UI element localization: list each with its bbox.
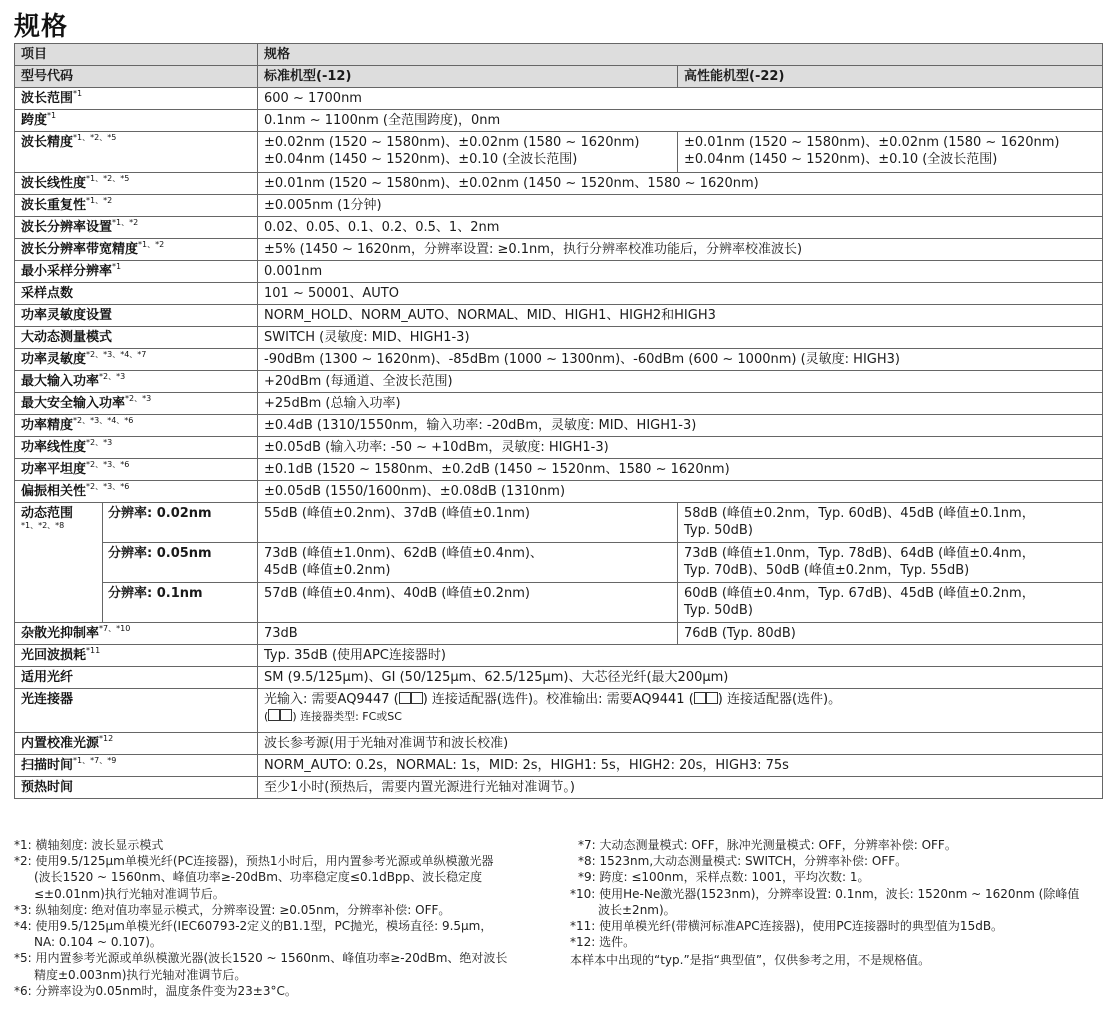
dyn-res-label: 分辨率: 0.1nm: [103, 583, 258, 623]
row-label: 功率线性度$^{*2、*3}$: [15, 437, 258, 459]
table-row: [15, 327, 1103, 349]
row-value-hp: 73dB (峰值±1.0nm，Typ. 78dB)、64dB (峰值±0.4nm， Typ. 70dB)、50dB (峰值±0.2nm，Typ. 55dB): [678, 543, 1103, 583]
footnote: *4: 使用9.5/125μm单模光纤(IEC60793-2定义的B1.1型，PC抛光，模场直径: 9.5μm，: [14, 919, 493, 934]
table-row: [15, 371, 1103, 393]
footnote: (波长1520 ~ 1560nm、峰值功率≥-20dBm、功率稳定度≤0.1dBpp、波长稳定度: [34, 870, 483, 885]
connector-box-icon: [280, 709, 292, 721]
table-row: [15, 305, 1103, 327]
row-label: 波长重复性$^{*1、*2}$: [15, 195, 258, 217]
table-row: [15, 777, 1103, 799]
row-label: 功率灵敏度设置: [15, 305, 258, 327]
row-label: 光连接器: [15, 689, 258, 733]
table-row: [15, 733, 1103, 755]
footnote: *2: 使用9.5/125μm单模光纤(PC连接器)，预热1小时后，用内置参考光源或单纵模激光器: [14, 854, 494, 869]
footnote: *7: 大动态测量模式: OFF，脉冲光测量模式: OFF，分辨率补偿: OFF。: [578, 838, 957, 852]
table-row: [15, 623, 1103, 645]
table-row: [15, 261, 1103, 283]
table-row: [15, 132, 1103, 173]
row-value: SWITCH (灵敏度: MID、HIGH1-3): [258, 327, 1103, 349]
row-value-hp: 58dB (峰值±0.2nm，Typ. 60dB)、45dB (峰值±0.1nm， Typ. 50dB): [678, 503, 1103, 543]
row-value: ±0.05dB (1550/1600nm)、±0.08dB (1310nm): [258, 481, 1103, 503]
row-label: 大动态测量模式: [15, 327, 258, 349]
table-row: [15, 283, 1103, 305]
row-label: 功率平坦度$^{*2、*3、*6}$: [15, 459, 258, 481]
table-row: [15, 88, 1103, 110]
row-value: 600 ~ 1700nm: [258, 88, 1103, 110]
row-label: 波长分辨率带宽精度$^{*1、*2}$: [15, 239, 258, 261]
row-label: 波长分辨率设置$^{*1、*2}$: [15, 217, 258, 239]
connector-box-icon: [706, 692, 718, 704]
model-label: 型号代码: [15, 66, 258, 88]
row-label: 采样点数: [15, 283, 258, 305]
footnote: *3: 纵轴刻度: 绝对值功率显示模式，分辨率设置: ≥0.05nm，分辨率补偿: OFF。: [14, 902, 451, 917]
row-label: 适用光纤: [15, 667, 258, 689]
table-row: [15, 239, 1103, 261]
row-value-std: ±0.02nm (1520 ~ 1580nm)、±0.02nm (1580 ~ 1620nm) ±0.04nm (1450 ~ 1520nm)、±0.10 (全波长范围): [258, 132, 678, 173]
row-label: 内置校准光源$^{*12}$: [15, 733, 258, 755]
row-value: ±0.1dB (1520 ~ 1580nm、±0.2dB (1450 ~ 1520nm、1580 ~ 1620nm): [258, 459, 1103, 481]
row-label: 预热时间: [15, 777, 258, 799]
table-row: [15, 667, 1103, 689]
table-row: [15, 217, 1103, 239]
row-value: SM (9.5/125μm)、GI (50/125μm、62.5/125μm)、大芯径光纤(最大200μm): [258, 667, 1103, 689]
footnote: *5: 用内置参考光源或单纵模激光器(波长1520 ~ 1560nm、峰值功率≥-20dBm、绝对波长: [14, 951, 508, 966]
table-row: [15, 481, 1103, 503]
row-value-std: 73dB (峰值±1.0nm)、62dB (峰值±0.4nm)、 45dB (峰值±0.2nm): [258, 543, 678, 583]
table-row: [15, 755, 1103, 777]
row-value: NORM_AUTO: 0.2s，NORMAL: 1s，MID: 2s，HIGH1: 5s，HIGH2: 20s，HIGH3: 75s: [258, 755, 1103, 777]
row-value: ±0.4dB (1310/1550nm，输入功率: -20dBm，灵敏度: MID、HIGH1-3): [258, 415, 1103, 437]
footnote: *6: 分辨率设为0.05nm时，温度条件变为23±3°C。: [14, 983, 297, 998]
row-label: 偏振相关性$^{*2、*3、*6}$: [15, 481, 258, 503]
model-row: [15, 66, 1103, 88]
row-value: +20dBm (每通道、全波长范围): [258, 371, 1103, 393]
table-row: [15, 503, 1103, 543]
table-header-row: [15, 44, 1103, 66]
row-label: 波长精度$^{*1、*2、*5}$: [15, 132, 258, 173]
table-row: [15, 689, 1103, 733]
row-value-std: 57dB (峰值±0.4nm)、40dB (峰值±0.2nm): [258, 583, 678, 623]
dyn-res-label: 分辨率: 0.02nm: [103, 503, 258, 543]
table-row: [15, 195, 1103, 217]
header-item: 项目: [15, 44, 258, 66]
row-label: 光回波损耗$^{*11}$: [15, 645, 258, 667]
table-row: [15, 173, 1103, 195]
footnote: 本样本中出现的“typ.”是指“典型值”，仅供参考之用，不是规格值。: [570, 953, 931, 968]
row-value: 波长参考源(用于光轴对准调节和波长校准): [258, 733, 1103, 755]
footnote: *9: 跨度: ≤100nm，采样点数: 1001，平均次数: 1。: [578, 870, 870, 885]
header-spec: 规格: [258, 44, 1103, 66]
row-value-std: 55dB (峰值±0.2nm)、37dB (峰值±0.1nm): [258, 503, 678, 543]
table-row: [15, 349, 1103, 371]
row-label: 最小采样分辨率$^{*1}$: [15, 261, 258, 283]
row-value: 0.02、0.05、0.1、0.2、0.5、1、2nm: [258, 217, 1103, 239]
row-label: 波长线性度$^{*1、*2、*5}$: [15, 173, 258, 195]
row-value: 至少1小时(预热后，需要内置光源进行光轴对准调节。): [258, 777, 1103, 799]
row-label: 扫描时间$^{*1、*7、*9}$: [15, 755, 258, 777]
table-row: [15, 393, 1103, 415]
row-label: 最大安全输入功率$^{*2、*3}$: [15, 393, 258, 415]
footnote: NA: 0.104 ~ 0.107)。: [34, 935, 162, 950]
table-row: [15, 645, 1103, 667]
footnote: *1: 横轴刻度: 波长显示模式: [14, 838, 164, 852]
row-value: ±0.01nm (1520 ~ 1580nm)、±0.02nm (1450 ~ 1520nm、1580 ~ 1620nm): [258, 173, 1103, 195]
row-value-hp: 60dB (峰值±0.4nm，Typ. 67dB)、45dB (峰值±0.2nm， Typ. 50dB): [678, 583, 1103, 623]
row-value-hp: 76dB (Typ. 80dB): [678, 623, 1103, 645]
row-label: 最大输入功率$^{*2、*3}$: [15, 371, 258, 393]
footnote: 精度±0.003nm)执行光轴对准调节后。: [34, 967, 247, 982]
footnote: *12: 选件。: [570, 935, 636, 950]
connector-box-icon: [399, 692, 411, 704]
model-hp: 高性能机型(-22): [678, 66, 1103, 88]
dyn-res-label: 分辨率: 0.05nm: [103, 543, 258, 583]
footnotes-right: [570, 837, 1104, 969]
row-value-std: 73dB: [258, 623, 678, 645]
table-row: [15, 415, 1103, 437]
footnote: *8: 1523nm,大动态测量模式: SWITCH，分辨率补偿: OFF。: [578, 854, 908, 869]
row-value: 101 ~ 50001、AUTO: [258, 283, 1103, 305]
table-row: [15, 110, 1103, 132]
footnotes-left: [14, 837, 562, 999]
table-row: [15, 459, 1103, 481]
dynamic-range-label: 动态范围 $^{*1、*2、*8}$: [15, 503, 103, 623]
row-value-hp: ±0.01nm (1520 ~ 1580nm)、±0.02nm (1580 ~ 1620nm) ±0.04nm (1450 ~ 1520nm)、±0.10 (全波长范围): [678, 132, 1103, 173]
row-label: 杂散光抑制率$^{*7、*10}$: [15, 623, 258, 645]
footnote: 波长±2nm)。: [598, 902, 676, 917]
row-value: Typ. 35dB (使用APC连接器时): [258, 645, 1103, 667]
row-value: +25dBm (总输入功率): [258, 393, 1103, 415]
row-value: 0.1nm ~ 1100nm (全范围跨度)，0nm: [258, 110, 1103, 132]
connector-box-icon: [268, 709, 280, 721]
row-value: ±0.005nm (1分钟): [258, 195, 1103, 217]
table-row: [15, 543, 1103, 583]
page-title: 规格: [14, 12, 69, 42]
spec-table: [14, 43, 1103, 799]
row-value: 光输入: 需要AQ9447 ( ) 连接适配器(选件)。校准输出: 需要AQ9441 ( ) 连接适配器(选件)。 ( ) 连接器类型: FC或SC: [258, 689, 1103, 733]
row-value: 0.001nm: [258, 261, 1103, 283]
connector-box-icon: [411, 692, 423, 704]
row-value: -90dBm (1300 ~ 1620nm)、-85dBm (1000 ~ 1300nm)、-60dBm (600 ~ 1000nm) (灵敏度: HIGH3): [258, 349, 1103, 371]
row-value: ±5% (1450 ~ 1620nm，分辨率设置: ≥0.1nm，执行分辨率校准功能后，分辨率校准波长): [258, 239, 1103, 261]
table-row: [15, 437, 1103, 459]
row-label: 功率灵敏度$^{*2、*3、*4、*7}$: [15, 349, 258, 371]
footnote: ≤±0.01nm)执行光轴对准调节后。: [34, 886, 225, 901]
row-value: NORM_HOLD、NORM_AUTO、NORMAL、MID、HIGH1、HIGH2和HIGH3: [258, 305, 1103, 327]
table-row: [15, 583, 1103, 623]
footnote: *11: 使用单模光纤(带横河标准APC连接器)，使用PC连接器时的典型值为15dB。: [570, 919, 1004, 934]
row-label: 跨度$^{*1}$: [15, 110, 258, 132]
row-label: 功率精度$^{*2、*3、*4、*6}$: [15, 415, 258, 437]
row-value: ±0.05dB (输入功率: -50 ~ +10dBm，灵敏度: HIGH1-3): [258, 437, 1103, 459]
row-label: 波长范围$^{*1}$: [15, 88, 258, 110]
connector-box-icon: [694, 692, 706, 704]
footnote: *10: 使用He-Ne激光器(1523nm)，分辨率设置: 0.1nm，波长: 1520nm ~ 1620nm (除峰值: [570, 886, 1080, 901]
model-std: 标准机型(-12): [258, 66, 678, 88]
